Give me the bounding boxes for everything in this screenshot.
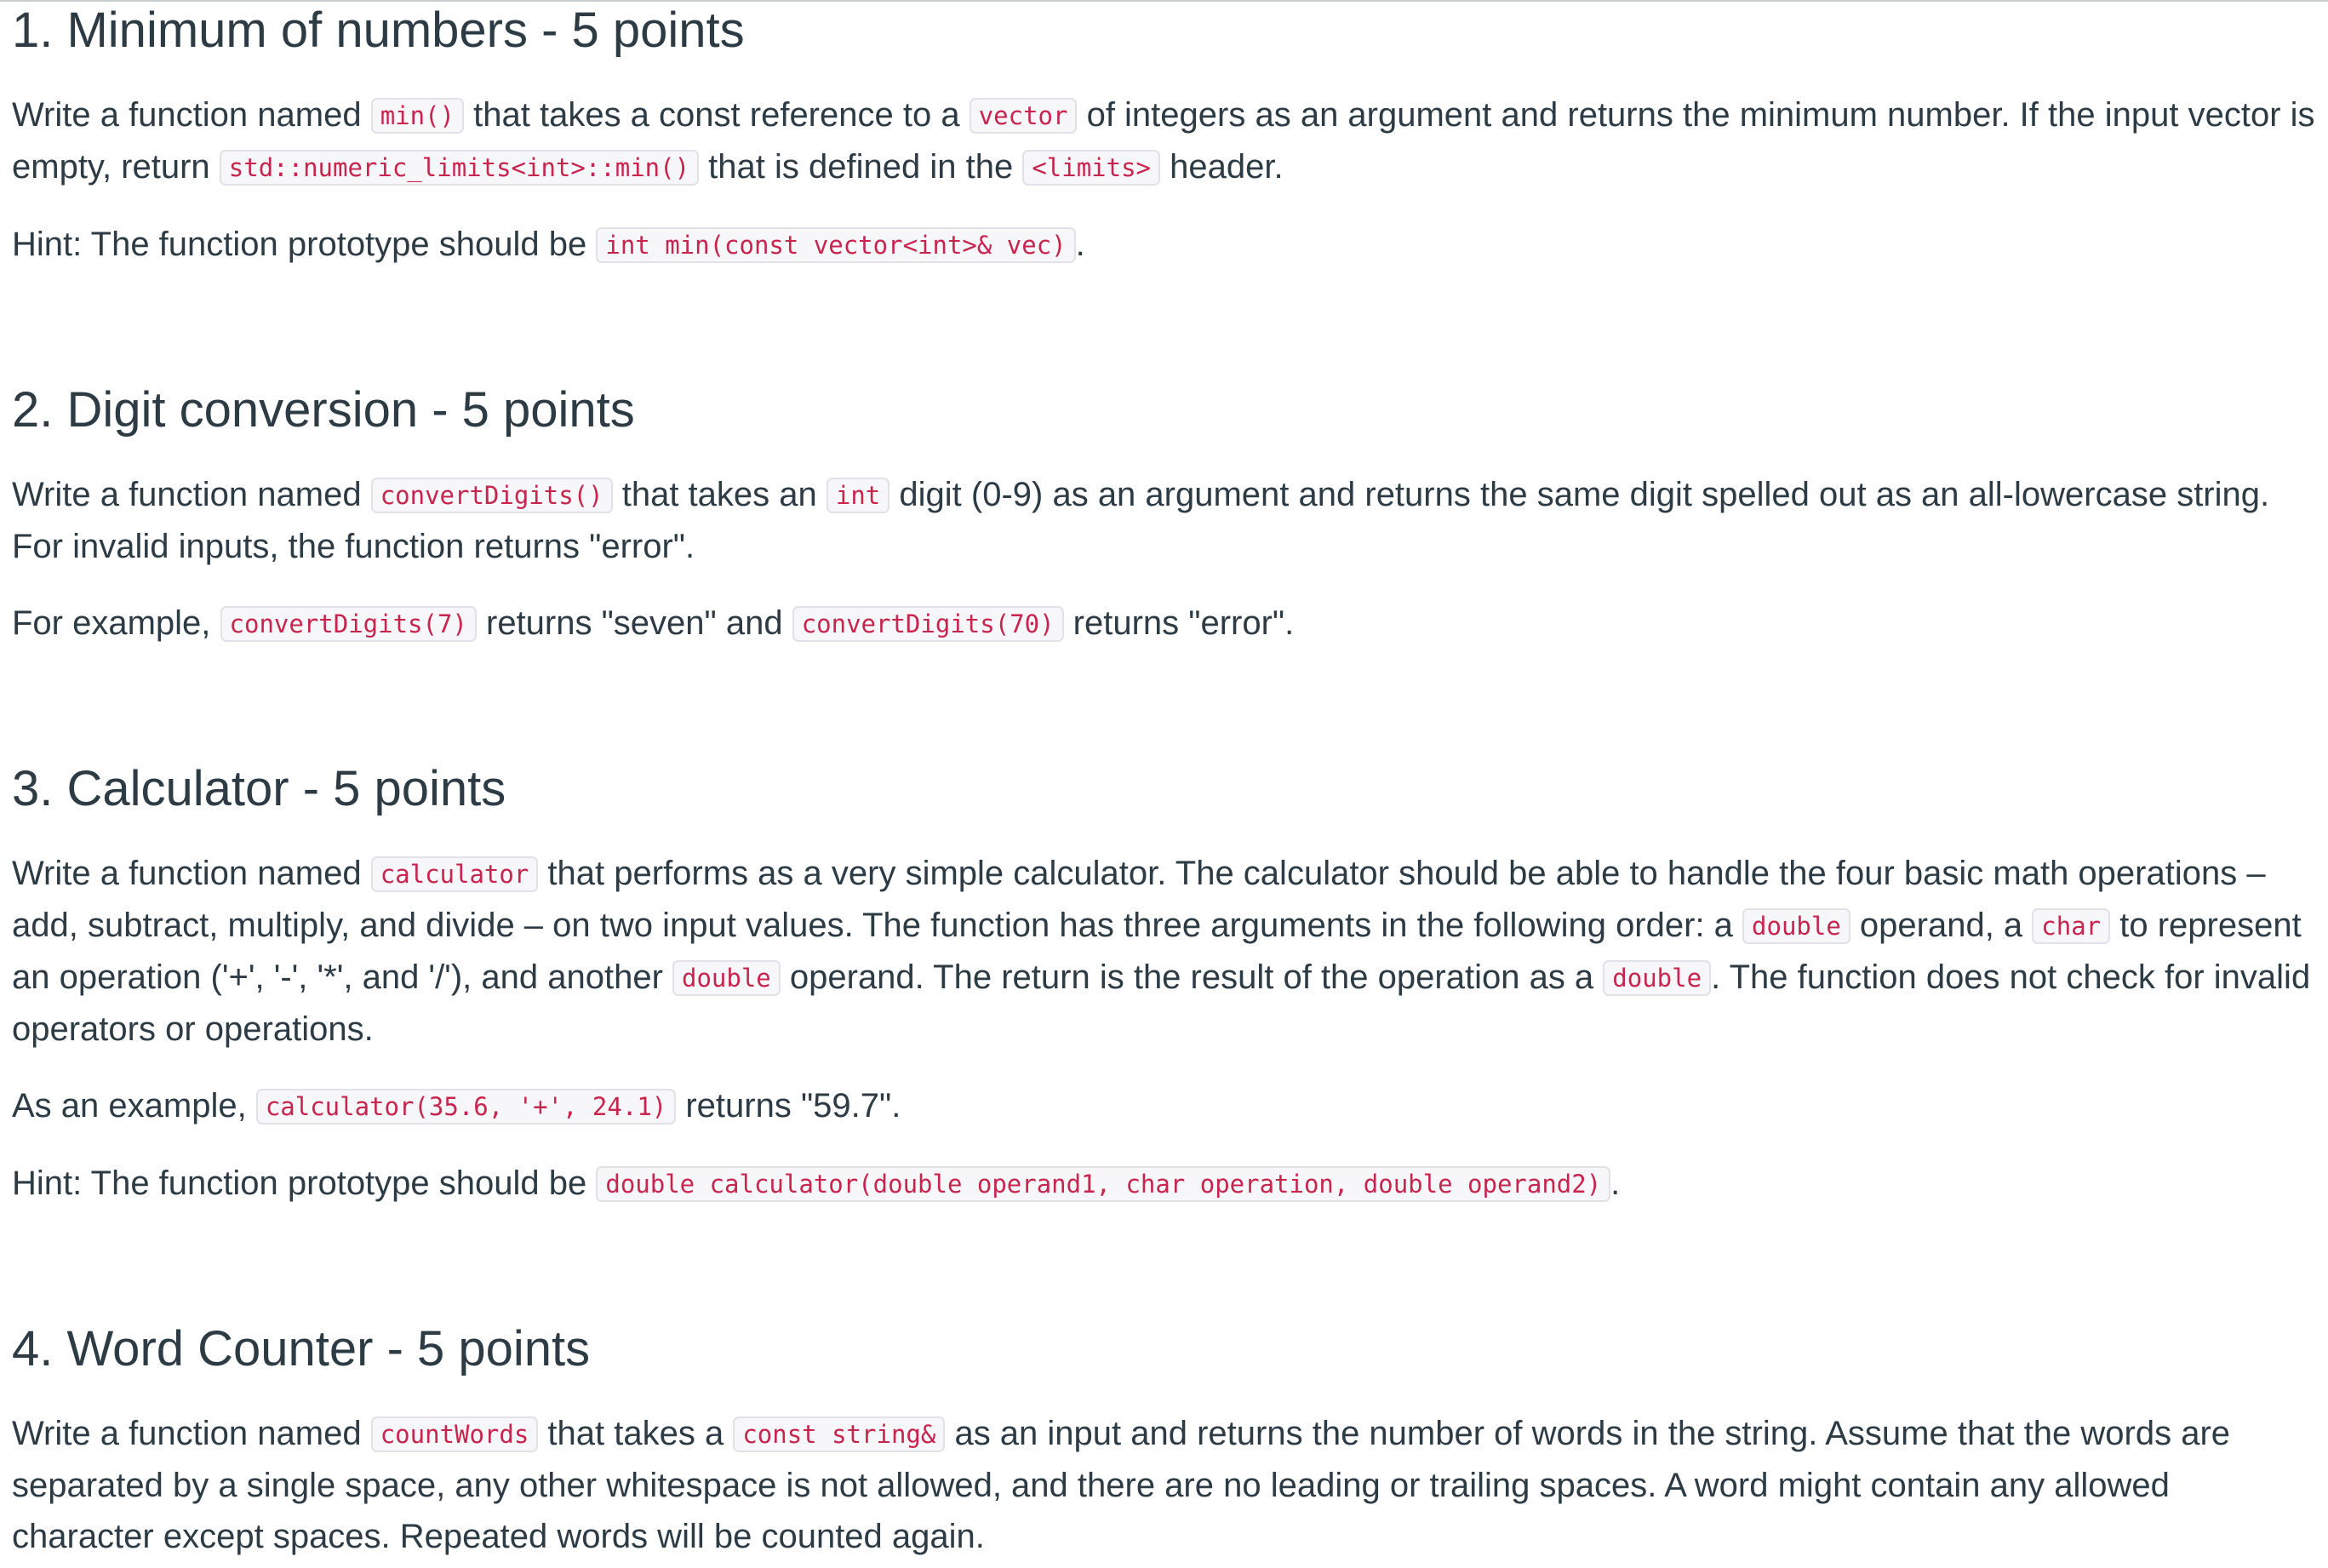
section-calculator — [12, 758, 2320, 1210]
text: that takes a const reference to a — [464, 96, 970, 134]
section-description — [12, 1408, 2320, 1562]
inline-code: double — [1742, 908, 1850, 944]
text: returns "error". — [1063, 604, 1295, 642]
inline-code: const string& — [733, 1416, 945, 1452]
inline-code: convertDigits(7) — [220, 606, 477, 642]
text: Hint: The function prototype should be — [12, 226, 597, 263]
section-hint — [12, 1158, 2320, 1210]
inline-code: double — [1603, 960, 1711, 996]
text: Hint: The function prototype should be — [12, 1165, 597, 1202]
text: digit (0-9) as an argument and returns the same digit spelled out as an all-lowercase string. For invalid inputs, the function returns "error". — [12, 476, 2270, 565]
section-example — [12, 598, 2320, 650]
text: . — [1075, 226, 1085, 263]
text: that takes an — [612, 476, 827, 513]
section-description — [12, 89, 2320, 193]
section-minimum-of-numbers — [12, 0, 2320, 271]
inline-code: double — [672, 960, 781, 996]
text: to represent an operation ('+', '-', '*', and '/'), and another — [12, 907, 2302, 996]
text: . — [1610, 1165, 1621, 1202]
text: As an example, — [12, 1087, 256, 1124]
text: Write a function named — [12, 1415, 371, 1452]
inline-code: calculator(35.6, '+', 24.1) — [256, 1089, 676, 1124]
section-title: 1. Minimum of numbers - 5 points — [12, 3, 745, 58]
text: that is defined in the — [699, 148, 1023, 186]
text: Write a function named — [12, 476, 371, 513]
inline-code: countWords — [371, 1416, 539, 1452]
text: operand. The return is the result of the operation as a — [780, 959, 1604, 996]
section-title: 2. Digit conversion - 5 points — [12, 382, 635, 438]
section-example — [12, 1080, 2320, 1132]
text: Write a function named — [12, 855, 371, 892]
text: returns "seven" and — [476, 604, 792, 642]
section-word-counter — [12, 1319, 2320, 1562]
section-title: 4. Word Counter - 5 points — [12, 1321, 591, 1376]
text: . The function does not check for invalid operators or operations. — [12, 959, 2311, 1048]
text: operand, a — [1850, 907, 2033, 944]
inline-code: vector — [970, 98, 1078, 134]
text: that performs as a very simple calculator. The calculator should be able to handle the four basic math operations – add, subtract, multiply, and divide – on two input values. The function has three arguments in the following order: a — [12, 855, 2266, 944]
inline-code: convertDigits() — [371, 478, 613, 513]
text: as an input and returns the number of words in the string. Assume that the words are separated by a single space, any other whitespace is not allowed, and there are no leading or trailing spaces. A word might contain any allowed character except spaces. Repeated words will be counted again. — [12, 1415, 2231, 1555]
section-description — [12, 469, 2320, 572]
inline-code: convertDigits(70) — [792, 606, 1064, 642]
text: header. — [1160, 148, 1284, 186]
text: returns "59.7". — [676, 1087, 901, 1124]
assignment-content — [12, 0, 2320, 1562]
inline-code: double calculator(double operand1, char operation, double operand2) — [596, 1166, 1610, 1202]
inline-code: char — [2032, 908, 2110, 944]
inline-code: min() — [371, 98, 464, 134]
text: of integers as an argument and returns the minimum number. If the input vector is empty, return — [12, 96, 2315, 186]
text: Write a function named — [12, 96, 371, 134]
section-title: 3. Calculator - 5 points — [12, 761, 506, 816]
section-description — [12, 848, 2320, 1055]
inline-code: calculator — [371, 856, 539, 892]
text: For example, — [12, 604, 220, 642]
inline-code: std::numeric_limits<int>::min() — [220, 150, 699, 186]
text: that takes a — [538, 1415, 734, 1452]
section-hint — [12, 219, 2320, 271]
section-digit-conversion — [12, 380, 2320, 650]
inline-code: int min(const vector<int>& vec) — [596, 227, 1075, 263]
inline-code: int — [827, 478, 889, 513]
inline-code: <limits> — [1022, 150, 1160, 186]
